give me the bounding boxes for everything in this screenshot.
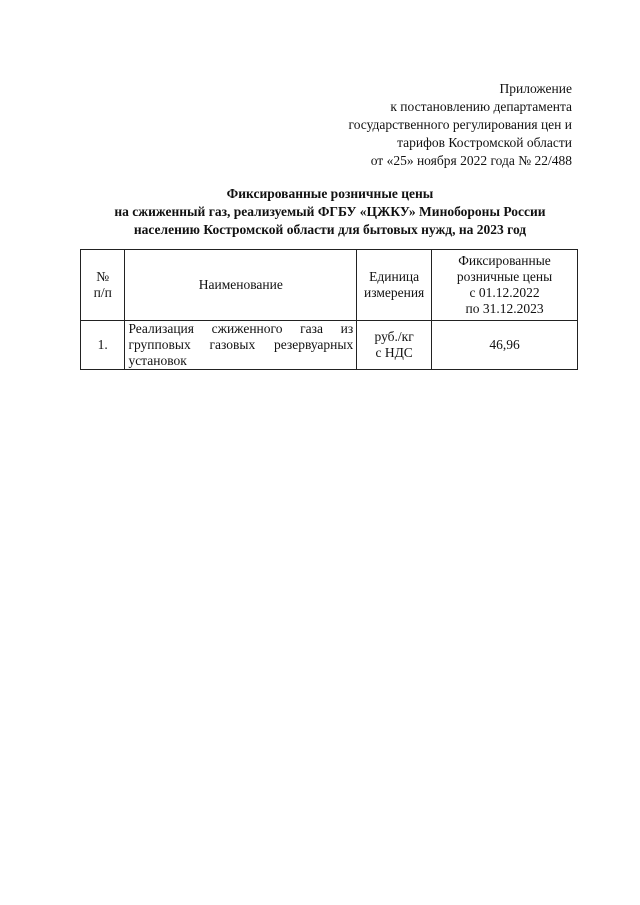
appendix-block — [252, 80, 572, 170]
appendix-line: тарифов Костромской области — [397, 135, 572, 150]
header-num-line: № — [96, 269, 110, 284]
appendix-line: Приложение — [499, 81, 572, 96]
table-header-row — [81, 250, 578, 321]
header-unit-line: измерения — [363, 285, 425, 300]
appendix-line: государственного регулирования цен и — [348, 117, 572, 132]
header-price-line: Фиксированные — [458, 253, 551, 268]
title-line: населению Костромской области для бытовых нужд, на 2023 год — [133, 222, 527, 237]
appendix-line: от «25» ноября 2022 года № 22/488 — [370, 153, 572, 168]
title-line: на сжиженный газ, реализуемый ФГБУ «ЦЖКУ» Минобороны России — [114, 204, 546, 219]
row-unit-line: руб./кг — [374, 329, 414, 344]
header-unit — [357, 250, 432, 321]
header-name: Наименование — [125, 250, 357, 321]
header-price — [432, 250, 578, 321]
row-num: 1. — [81, 321, 125, 370]
header-price-line: розничные цены — [456, 269, 553, 284]
title-line: Фиксированные розничные цены — [226, 186, 434, 201]
row-name: Реализация сжиженного газа из групповых газовых резервуарных установок — [125, 321, 357, 370]
row-price: 46,96 — [432, 321, 578, 370]
document-title — [60, 185, 600, 239]
row-unit-line: с НДС — [375, 345, 413, 360]
appendix-line: к постановлению департамента — [390, 99, 572, 114]
table-row — [81, 321, 578, 370]
header-price-line: с 01.12.2022 — [469, 285, 540, 300]
header-price-line: по 31.12.2023 — [465, 301, 544, 316]
header-unit-line: Единица — [369, 269, 420, 284]
row-unit — [357, 321, 432, 370]
price-table — [80, 249, 578, 370]
header-num-line: п/п — [93, 285, 112, 300]
header-num — [81, 250, 125, 321]
